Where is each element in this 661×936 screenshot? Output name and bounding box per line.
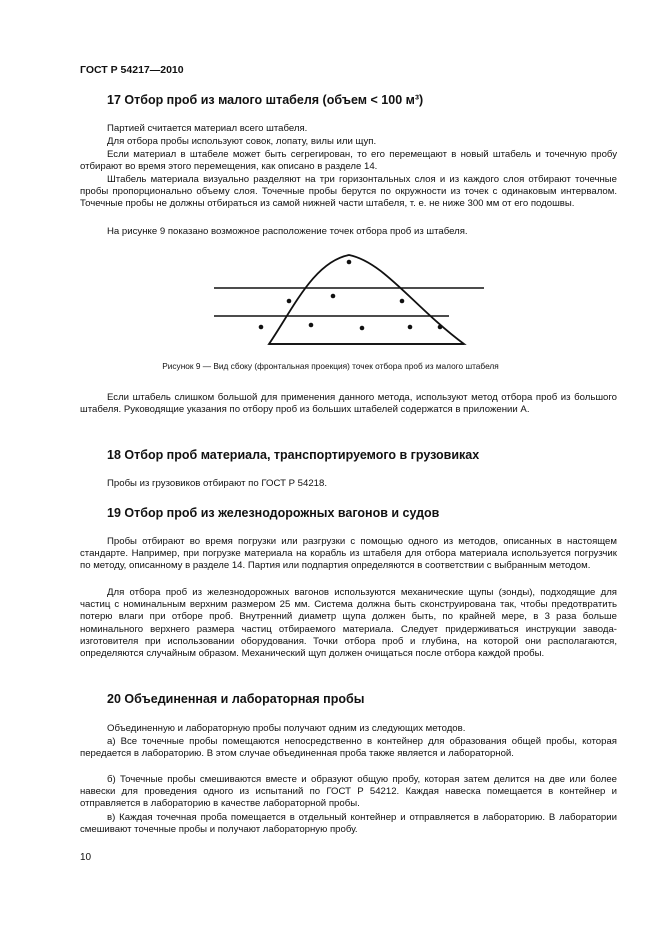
s19-paragraph-2: Для отбора проб из железнодорожных вагонов используются механические щупы (зонды), подходящие для частиц с номинальным верхним размером 25 мм. Система должна быть сконструирована так, чтобы предотвратить потерю влаги при отборе проб. Внутренний диаметр щупа должен быть, по крайней мере, в 3 раза больше номинального верхнего размера частиц отбираемого материала. Следует придерживаться инструкции завода-изготовителя при использовании оборудования. Точки отбора проб и глубина, на которой они располагаются, определяются случайным образом. Механический щуп должен очищаться после отбора каждой пробы. [80,587,617,660]
sample-point [331,294,336,299]
section-20-title: 20 Объединенная и лабораторная пробы [107,692,365,706]
s17-paragraph-5: На рисунке 9 показано возможное расположение точек отбора проб из штабеля. [107,226,468,237]
s17-paragraph-6: Если штабель слишком большой для применения данного метода, используют метод отбора проб из большого штабеля. Руководящие указания по отбору проб из больших штабелей содержатся в приложении А. [80,392,617,416]
sample-point [360,326,365,331]
s17-paragraph-3: Если материал в штабеле может быть сегрегирован, то его перемещают в новый штабель и точечную пробу отбирают во время этого перемещения, как описано в разделе 14. [80,149,617,173]
page-number: 10 [80,852,92,863]
s20-item-c: в) Каждая точечная проба помещается в отдельный контейнер и отправляется в лабораторию. В лаборатории смешивают точечные пробы и получают лабораторную пробу. [80,812,617,836]
sample-point [438,325,443,330]
s18-paragraph-1: Пробы из грузовиков отбирают по ГОСТ Р 54218. [107,478,327,489]
s20-paragraph-1: Объединенную и лабораторную пробы получают одним из следующих методов. [107,723,466,734]
stockpile-figure [214,252,484,347]
sample-point [259,325,264,330]
sample-point [287,299,292,304]
s17-paragraph-2: Для отбора пробы используют совок, лопату, вилы или щуп. [107,136,377,147]
sample-point [400,299,405,304]
section-19-title: 19 Отбор проб из железнодорожных вагонов и судов [107,506,440,520]
s20-item-a: а) Все точечные пробы помещаются непосредственно в контейнер для образования общей пробы, которая передается в лабораторию. В этом случае объединенная проба также является и лабораторной. [80,736,617,760]
s17-paragraph-4: Штабель материала визуально разделяют на три горизонтальных слоя и из каждого слоя отбирают точечные пробы пропорционально объему слоя. Точечные пробы берутся по окружности из точек с одинаковым интервалом. Точечные пробы не должны отбираться из самой нижней части штабеля, т. е. не ниже 300 мм от его подошвы. [80,174,617,210]
figure-caption: Рисунок 9 — Вид сбоку (фронтальная проекция) точек отбора проб из малого штабеля [162,361,499,371]
s17-paragraph-1: Партией считается материал всего штабеля. [107,123,308,134]
document-header: ГОСТ Р 54217—2010 [80,64,184,76]
section-17-title: 17 Отбор проб из малого штабеля (объем < 100 м³) [107,93,424,107]
s19-paragraph-1: Пробы отбирают во время погрузки или разгрузки с помощью одного из методов, описанных в настоящем стандарте. Например, при погрузке материала на корабль из штабеля для отбора материала используется погрузчик по методу, описанному в разделе 14. Партия или подпартия определяются в соответствии с выбранным методом. [80,536,617,572]
s20-item-b: б) Точечные пробы смешиваются вместе и образуют общую пробу, которая затем делится на две или более навески для проведения одного из испытаний по ГОСТ Р 54212. Каждая навеска помещается в контейнер и отправляется в лабораторию в качестве лабораторной пробы. [80,774,617,810]
sample-point [408,325,413,330]
stockpile-outline [269,255,464,344]
sample-point [347,260,352,265]
sample-point [309,323,314,328]
section-18-title: 18 Отбор проб материала, транспортируемого в грузовиках [107,448,480,462]
